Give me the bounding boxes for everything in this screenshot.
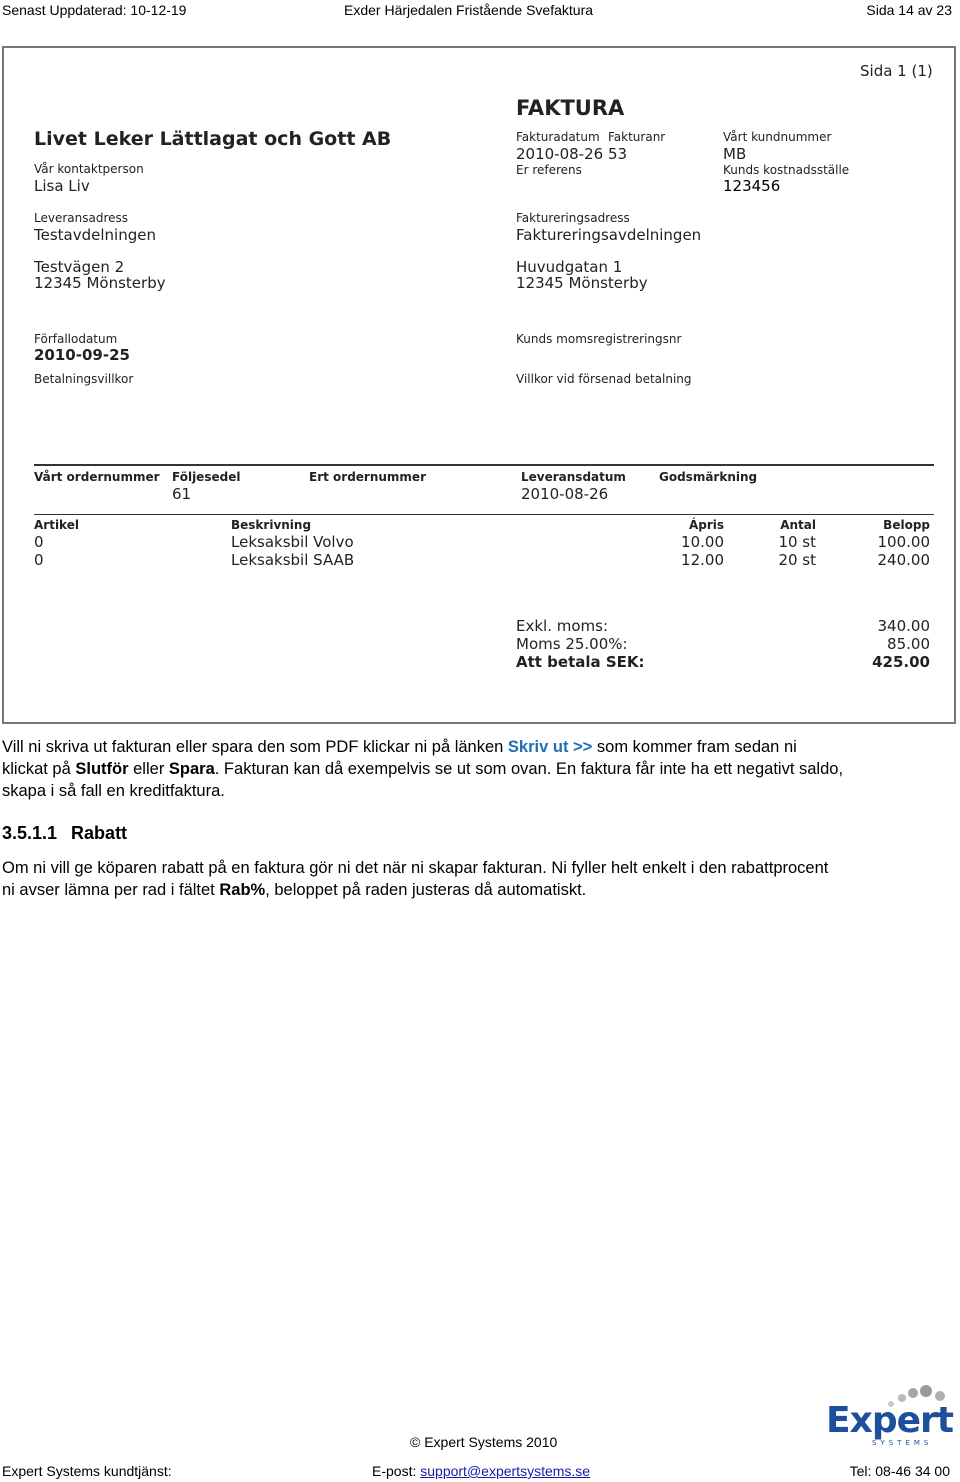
row-quantity: 10 st — [778, 533, 816, 551]
col-unit-price: Ápris — [688, 518, 724, 532]
text-run: ni avser lämna per rad i fältet — [2, 881, 220, 899]
last-updated: Senast Uppdaterad: 10-12-19 — [2, 2, 187, 18]
amount-due-label: Att betala SEK: — [516, 653, 645, 671]
paragraph-line — [2, 736, 843, 758]
excl-vat-label: Exkl. moms: — [516, 617, 609, 635]
row-quantity: 20 st — [778, 551, 816, 569]
row-article: 0 — [34, 551, 44, 569]
paragraph-line — [2, 879, 828, 901]
paragraph-line: Om ni vill ge köparen rabatt på en faktura gör ni det när ni skapar fakturan. Ni fyller helt enkelt i den rabattprocent — [2, 859, 829, 877]
col-amount: Belopp — [883, 518, 930, 532]
invoice-title: FAKTURA — [516, 96, 625, 120]
delivery-dept: Testavdelningen — [34, 226, 156, 244]
goods-label: Godsmärkning — [659, 470, 758, 484]
row-amount: 240.00 — [877, 551, 930, 569]
cost-center: 123456 — [723, 177, 781, 195]
contact-label: Vår kontaktperson — [34, 162, 144, 176]
delivery-street: Testvägen 2 — [34, 258, 125, 276]
excl-vat-value: 340.00 — [877, 617, 930, 635]
discount-field-term: Rab% — [219, 881, 266, 899]
delivery-note-label: Följesedel — [172, 470, 241, 484]
delivery-date: 2010-08-26 — [521, 485, 609, 503]
text-run: . Fakturan kan då exempelvis se ut som ovan. En faktura får inte ha ett negativt saldo, — [214, 760, 844, 778]
due-date-label: Förfallodatum — [34, 332, 118, 346]
text-run: eller — [128, 760, 169, 778]
section-title: Rabatt — [71, 823, 128, 843]
your-order-label: Ert ordernummer — [309, 470, 426, 484]
invoice-no: 53 — [608, 145, 628, 163]
copyright: © Expert Systems 2010 — [410, 1434, 558, 1450]
email-label: E-post: — [372, 1463, 421, 1479]
invoice-date-label: Fakturadatum — [516, 130, 600, 144]
delivery-date-label: Leveransdatum — [521, 470, 626, 484]
email-link[interactable]: support@expertsystems.se — [420, 1463, 591, 1479]
text-run: Vill ni skriva ut fakturan eller spara den som PDF klickar ni på länken — [2, 738, 508, 756]
billing-address-label: Faktureringsadress — [516, 211, 630, 225]
company-name: Livet Leker Lättlagat och Gott AB — [34, 128, 392, 150]
billing-street: Huvudgatan 1 — [516, 258, 623, 276]
logo-text: Expert — [826, 1400, 953, 1441]
vat-value: 85.00 — [887, 635, 930, 653]
paragraph-line: skapa i så fall en kreditfaktura. — [2, 782, 225, 800]
our-order-label: Vårt ordernummer — [34, 470, 160, 484]
customer-no: MB — [723, 145, 747, 163]
section-heading — [2, 823, 127, 844]
page-number: Sida 14 av 23 — [866, 2, 952, 18]
logo-subtext: SYSTEMS — [872, 1439, 933, 1447]
due-date: 2010-09-25 — [34, 346, 130, 364]
late-terms-label: Villkor vid försenad betalning — [516, 372, 692, 386]
billing-dept: Faktureringsavdelningen — [516, 226, 702, 244]
row-article: 0 — [34, 533, 44, 551]
row-description: Leksaksbil SAAB — [231, 551, 355, 569]
vat-reg-label: Kunds momsregistreringsnr — [516, 332, 682, 346]
contact-value: Lisa Liv — [34, 177, 90, 195]
col-description: Beskrivning — [231, 518, 312, 532]
customer-no-label: Vårt kundnummer — [723, 130, 832, 144]
expert-systems-logo — [822, 1384, 952, 1450]
invoice-no-label: Fakturanr — [608, 130, 666, 144]
print-link[interactable]: Skriv ut >> — [507, 738, 593, 756]
billing-city: 12345 Mönsterby — [516, 274, 648, 292]
finish-term: Slutför — [75, 760, 129, 778]
col-quantity: Antal — [780, 518, 816, 532]
discount-paragraph — [2, 857, 828, 901]
support-label: Expert Systems kundtjänst: — [2, 1463, 172, 1479]
cost-center-label: Kunds kostnadsställe — [723, 163, 850, 177]
text-run: , beloppet på raden justeras då automatiskt. — [265, 881, 587, 899]
document-title: Exder Härjedalen Fristående Svefaktura — [344, 2, 594, 18]
amount-due-value: 425.00 — [872, 653, 930, 671]
order-top-rule — [34, 464, 934, 466]
col-article: Artikel — [34, 518, 79, 532]
invoice-preview — [2, 46, 956, 724]
invoice-page-label: Sida 1 (1) — [860, 62, 933, 80]
save-term: Spara — [168, 760, 215, 778]
text-run: som kommer fram sedan ni — [592, 738, 797, 756]
delivery-address-label: Leveransadress — [34, 211, 129, 225]
payment-terms-label: Betalningsvillkor — [34, 372, 134, 386]
delivery-note: 61 — [172, 485, 192, 503]
vat-label: Moms 25.00%: — [516, 635, 628, 653]
row-unit-price: 12.00 — [681, 551, 724, 569]
row-unit-price: 10.00 — [681, 533, 724, 551]
row-description: Leksaksbil Volvo — [231, 533, 354, 551]
instruction-paragraph — [2, 736, 843, 802]
phone: Tel: 08-46 34 00 — [849, 1463, 950, 1479]
text-run: klickat på — [2, 760, 76, 778]
table-top-rule — [34, 514, 934, 515]
row-amount: 100.00 — [877, 533, 930, 551]
invoice-date: 2010-08-26 — [516, 145, 604, 163]
delivery-city: 12345 Mönsterby — [34, 274, 166, 292]
section-number: 3.5.1.1 — [2, 823, 58, 843]
email-line — [372, 1463, 590, 1479]
paragraph-line — [2, 758, 843, 780]
reference-label: Er referens — [516, 163, 582, 177]
